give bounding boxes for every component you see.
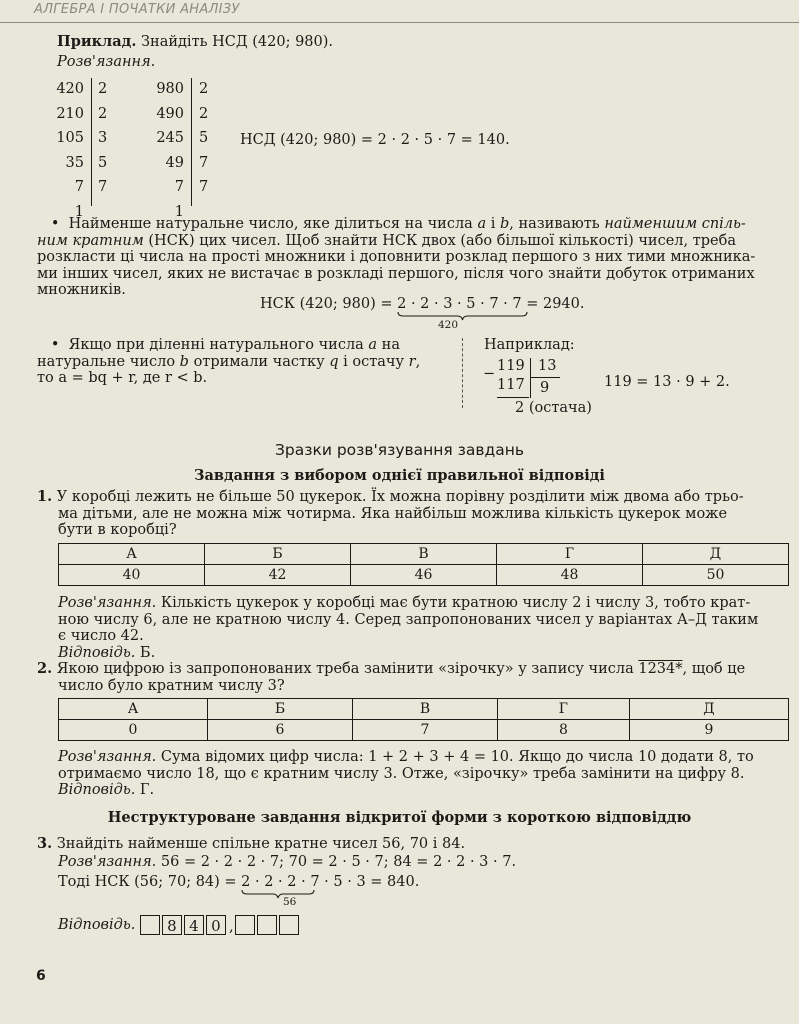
gcd-result: НСД (420; 980) = 2 · 2 · 5 · 7 = 140. bbox=[240, 132, 510, 148]
example-label: Приклад. bbox=[57, 33, 137, 50]
lcm-definition: • Найменше натуральне число, яке ділиться на числа a і b, називають найменшим спіль- ним кратним (НСК) цих чисел. Щоб знайти НСК двох (або більшої кількості) чисел, треба розкласти ці числа на прості множники і доповнити розклад першого з них тими множника- ми інших чисел, яких не вистачає в розкладі першого, після чого знайти добуток отриманих множників. bbox=[37, 216, 756, 298]
subsection-title-1: Завдання з вибором однієї правильної відповіді bbox=[194, 467, 605, 484]
answer-box-decimal[interactable] bbox=[279, 915, 299, 935]
left-dividends: 420 210 105 35 7 1 bbox=[56, 81, 84, 220]
task-1-solution: Розв'язання. Кількість цукерок у коробці має бути кратною числу 2 і числу 3, тобто крат- ною числу 6, але не кратною числу 4. Серед запропонованих чисел у варіантах А–Д таким є число 42. Відповідь. Б. bbox=[58, 595, 759, 661]
divider-dashed bbox=[462, 338, 463, 408]
table-row: 40 42 46 48 50 bbox=[59, 565, 789, 586]
task-2-solution: Розв'язання. Сума відомих цифр числа: 1 + 2 + 3 + 4 = 10. Якщо до числа 10 додати 8, то отримаємо число 18, що є кратним числу 3. Отже, «зірочку» треба замінити на цифру 8. Відповідь. Г. bbox=[58, 749, 754, 798]
section-title: Зразки розв'язування завдань bbox=[274, 441, 525, 459]
underbrace-icon bbox=[397, 311, 528, 321]
subsection-title-2: Неструктуроване завдання відкритої форми з короткою відповіддю bbox=[107, 809, 692, 826]
left-divisors: 2 2 3 5 7 bbox=[98, 81, 108, 195]
lcm-formula: НСК (420; 980) = 2 · 2 · 3 · 5 · 7 · 7 = 2940. bbox=[260, 296, 584, 312]
example-solution-label: Розв'язання. bbox=[57, 54, 156, 70]
task-1: 1. У коробці лежить не більше 50 цукерок. Їх можна порівну розділити між двома або трьо- ма дітьми, але не можна між чотирма. Яка найбільш можлива кількість цукерок може бути в коробці? bbox=[37, 488, 744, 538]
example-title bbox=[57, 33, 333, 50]
table-row: А Б В Г Д bbox=[59, 544, 789, 565]
table-row: 0 6 7 8 9 bbox=[59, 720, 789, 741]
right-divisors: 2 2 5 7 7 bbox=[199, 81, 209, 195]
division-rule: • Якщо при діленні натурального числа a на натуральне число b отримали частку q і остачу r, то a = bq + r, де r < b. bbox=[37, 337, 421, 386]
underbrace-icon bbox=[241, 889, 315, 899]
task-3-answer: Відповідь. 8 4 0 , bbox=[58, 915, 301, 935]
task-3: 3. Знайдіть найменше спільне кратне чисел 56, 70 і 84. Розв'язання. 56 = 2 · 2 · 2 · 7; 70 = 2 · 5 · 7; 84 = 2 · 2 · 3 · 7. bbox=[37, 835, 517, 870]
division-equation: 119 = 13 · 9 + 2. bbox=[604, 374, 730, 390]
lcm-brace-group: 2 · 2 · 3 · 5 · 7 bbox=[397, 296, 498, 312]
task-1-options-table bbox=[58, 543, 789, 586]
answer-box-decimal[interactable] bbox=[235, 915, 255, 935]
table-row: А Б В Г Д bbox=[59, 699, 789, 720]
brace-label-420: 420 bbox=[438, 319, 459, 331]
answer-box[interactable]: 8 bbox=[162, 915, 182, 935]
answer-box[interactable] bbox=[140, 915, 160, 935]
running-header bbox=[0, 0, 799, 23]
answer-box[interactable]: 0 bbox=[206, 915, 226, 935]
lcm-brace-group-56: 2 · 2 · 2 · 7 bbox=[241, 874, 319, 890]
right-dividends: 980 490 245 49 7 1 bbox=[156, 81, 184, 220]
task-3-lcm: Тоді НСК (56; 70; 84) = 2 · 2 · 2 · 7 · 5 · 3 = 840. bbox=[58, 874, 419, 890]
answer-box[interactable]: 4 bbox=[184, 915, 204, 935]
example-task: Знайдіть НСД (420; 980). bbox=[141, 34, 334, 50]
task-2: 2. Якою цифрою із запропонованих треба замінити «зірочку» у запису числа 1234*, щоб це число було кратним числу 3? bbox=[37, 660, 746, 694]
division-example-label: Наприклад: bbox=[484, 337, 575, 353]
answer-box-decimal[interactable] bbox=[257, 915, 277, 935]
running-header-title: АЛГЕБРА І ПОЧАТКИ АНАЛІЗУ bbox=[34, 2, 240, 17]
task-2-options-table bbox=[58, 698, 789, 741]
page-number: 6 bbox=[36, 968, 46, 984]
brace-label-56: 56 bbox=[283, 896, 297, 908]
